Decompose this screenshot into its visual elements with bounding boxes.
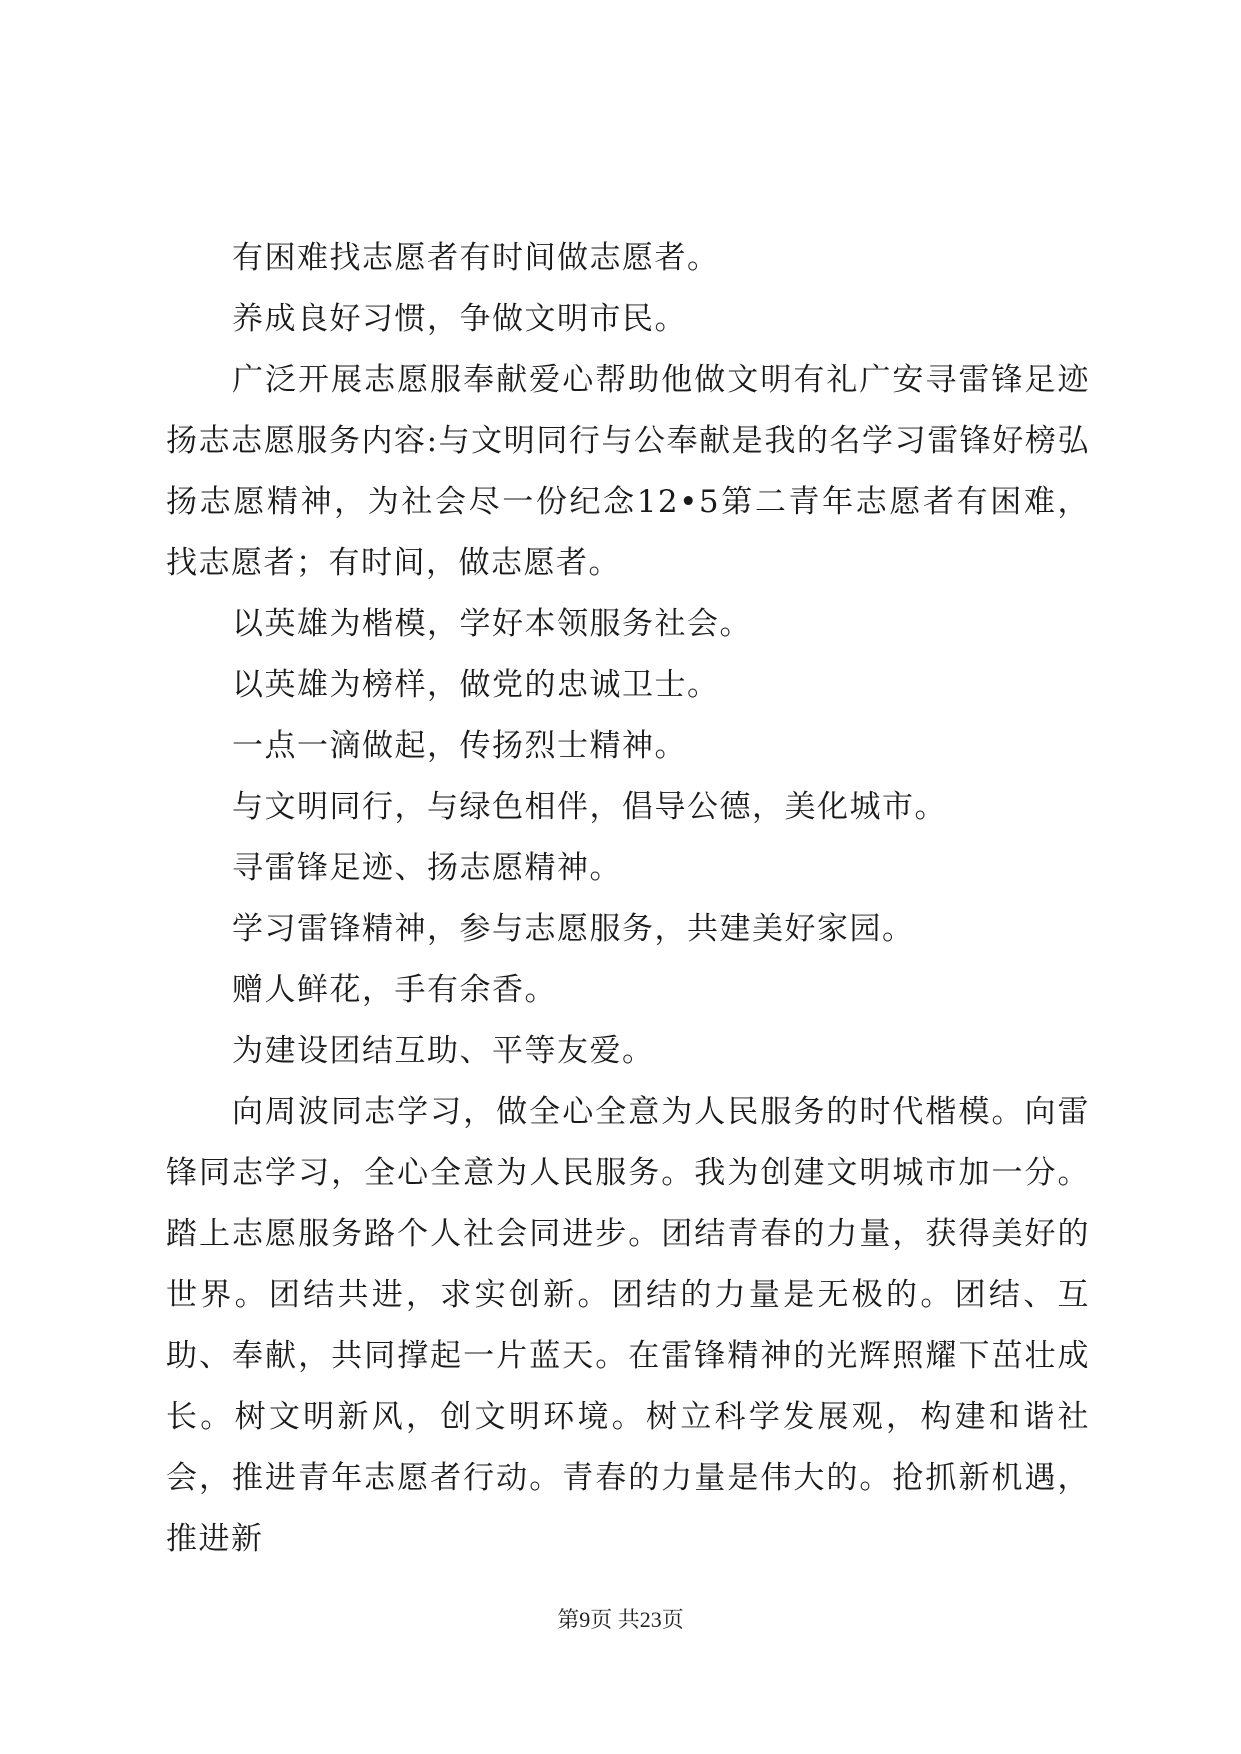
page-number-footer: 第9页 共23页 [557, 1607, 684, 1632]
paragraph: 以英雄为榜样，做党的忠诚卫士。 [232, 667, 720, 703]
paragraph: 有困难找志愿者有时间做志愿者。 [232, 240, 720, 276]
paragraph: 一点一滴做起，传扬烈士精神。 [232, 728, 687, 764]
paragraph: 养成良好习惯，争做文明市民。 [232, 301, 687, 337]
paragraph: 广泛开展志愿服奉献爱心帮助他做文明有礼广安寻雷锋足迹扬志志愿服务内容:与文明同行与公奉献是我的名学习雷锋好榜弘扬志愿精神，为社会尽一份纪念12•5第二青年志愿者有困难，找志愿者；有时间，做志愿者。 [166, 362, 1090, 581]
paragraph: 为建设团结互助、平等友爱。 [232, 1033, 655, 1069]
paragraph: 与文明同行，与绿色相伴，倡导公德，美化城市。 [232, 789, 947, 825]
document-body [166, 228, 1090, 1570]
paragraph: 赠人鲜花，手有余香。 [232, 972, 557, 1008]
paragraph: 学习雷锋精神，参与志愿服务，共建美好家园。 [232, 911, 915, 947]
paragraph: 以英雄为楷模，学好本领服务社会。 [232, 606, 752, 642]
paragraph: 寻雷锋足迹、扬志愿精神。 [232, 850, 622, 886]
paragraph: 向周波同志学习，做全心全意为人民服务的时代楷模。向雷锋同志学习，全心全意为人民服务。我为创建文明城市加一分。踏上志愿服务路个人社会同进步。团结青春的力量，获得美好的世界。团结共进，求实创新。团结的力量是无极的。团结、互助、奉献，共同撑起一片蓝天。在雷锋精神的光辉照耀下茁壮成长。树文明新风，创文明环境。树立科学发展观，构建和谐社会，推进青年志愿者行动。青春的力量是伟大的。抢抓新机遇，推进新 [166, 1094, 1090, 1557]
